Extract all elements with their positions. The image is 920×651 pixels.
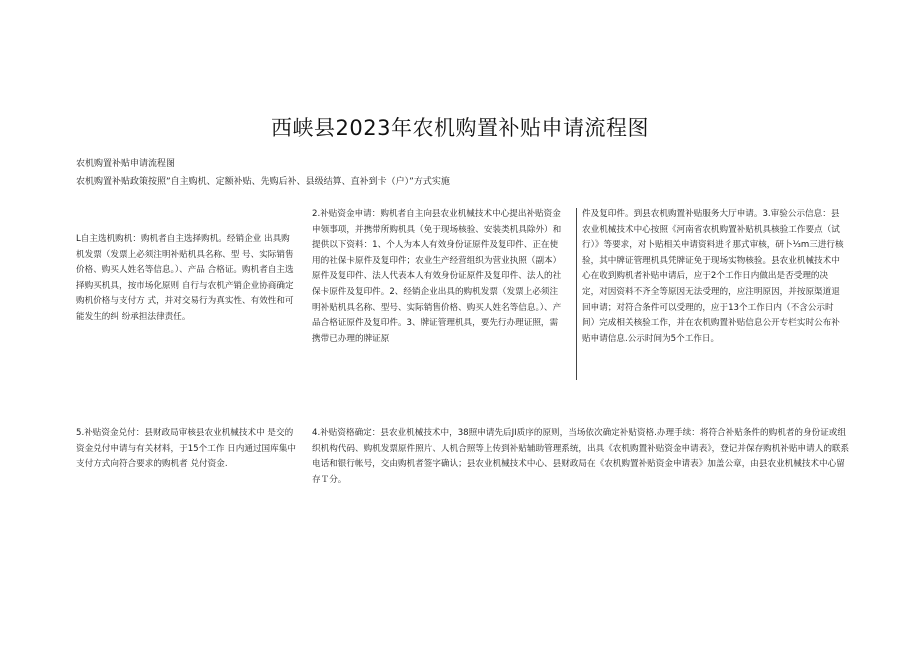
document-title: 西峡县2023年农机购置补贴申请流程图 [271,116,649,140]
step-3-review-publicity [582,207,844,347]
step-3-text: 件及复印件。到县农机购置补贴服务大厅申请。3.审验公示信息：县农业机械技术中心按照《河南省农机购置补贴机具核验工作要点（试行）》等要求，对卜贴相关申请资料进彳那式审核，研卜⅓m三进行核验，其中牌证管理机具凭牌证免于现场实物核验。县农业机械技术中心在收到购机者补贴申请后，应于2个工作日内做出是否受理的决定，对因资料不齐全等原因无法受理的，应注明原因，并按原渠道退回申请；对符合条件可以受理的，应于13个工作日内（不含公示时间）完成相关核验工作，并在农机购置补贴信息公开专栏实时公布补贴申请信息.公示时间为5个工作日。 [582,209,844,344]
intro-heading: 农机购置补贴申请流程图 [76,159,176,169]
step-4-eligibility [312,426,852,488]
intro-policy: 农机购置补贴政策按照”自主购机、定额补贴、先购后补、县级结算、直补到卡（户）”方式实施 [76,177,450,187]
step-4-text: 4.补贴资格确定：县农业机械技术中，38照申请先后JI质序的原则，当场依次确定补贴资格.办理手续：将符合补贴条件的购机者的身份证或组织机构代码、购机发票原件照片、人机合照等上传到补贴辅助管理系统，出具《农机购置补贴资金申请表》，登记并保存购机补贴申请人的联系电话和银行帐号，交由购机者签字确认；县农业机械技术中心、县财政局在《农机购置补贴资金申请表》加盖公章，由县农业机械技术中心留存Ｔ分。 [312,428,850,485]
column-divider [576,208,577,380]
step-5-fund-payment [76,426,298,473]
step-1-select-purchase [76,232,294,326]
step-2-fund-application [312,207,566,347]
step-2-text: 2.补贴资金申请：购机者自主向县农业机械技术中心提出补贴资金申领事项，并携带所购机具（免于现场核验、安装类机具除外）和提供以下资料：1、个人为本人有效身份证原件及复印件、正在使用的社保卡原件及复印件；农业生产经营组织为营业执照（副本）原件及复印件、法人代表本人有效身份证原件及复印件、法人的社保卡原件及复印件。2、经销企业出具的购机发票（发票上必须注明补贴机具名称、型号、实际销售价格、购买人姓名等信息。）、产品合格证原件及复印件。3、牌证管理机具，要先行办理证照，需携带已办理的牌证原 [312,209,562,344]
step-5-text: 5.补贴资金兑付：县财政局审核县农业机械技术中 是交的资金兑付申请与有关材料，于15个工作 日内通过国库集中支付方式向符合要求的购机者 兑付资金. [76,428,296,470]
step-1-text: L自主选机购机：购机者自主选择购机。经销企业 出具购机发票（发票上必须注明补贴机具名称、型 号、实际销售价格、购买人姓名等信息。）、产品 合格证。购机者自主选择购买机具，按市场化原则 自行与农机产销企业协商确定购机价格与支付方 式，并对交易行为真实性、有效性和可能发生的纠 纷承担法律责任。 [76,234,294,322]
